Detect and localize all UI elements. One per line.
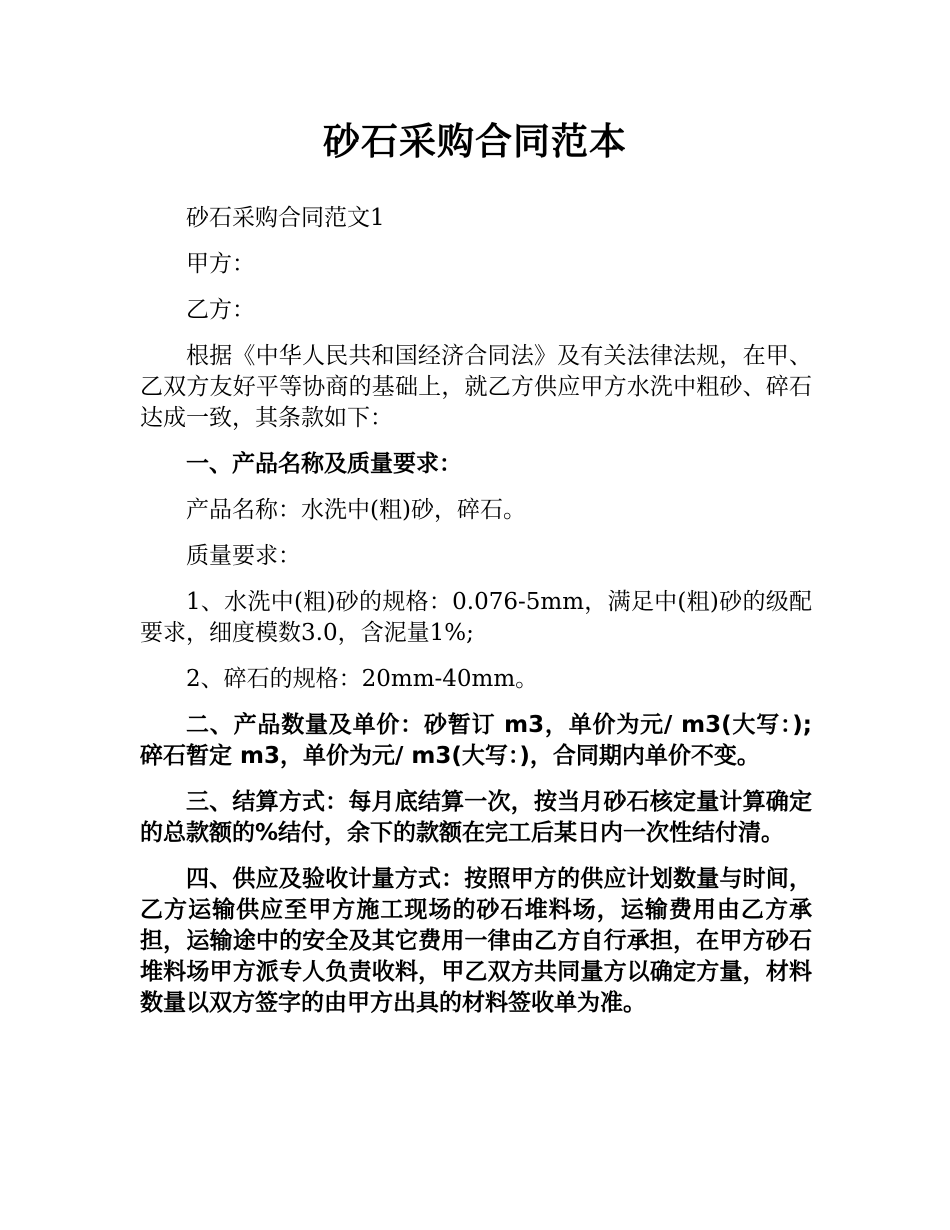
section-3-paragraph: 三、结算方式：每月底结算一次，按当月砂石核定量计算确定的总款额的%结付，余下的款额在完工后某日内一次性结付清。 [140,789,812,846]
preamble-paragraph: 根据《中华人民共和国经济合同法》及有关法律法规，在甲、乙双方友好平等协商的基础上，就乙方供应甲方水洗中粗砂、碎石达成一致，其条款如下： [140,343,812,431]
quality-label-paragraph: 质量要求： [186,543,301,569]
gravel-spec-paragraph: 2、碎石的规格：20mm-40mm。 [186,666,539,692]
product-name-paragraph: 产品名称：水洗中(粗)砂，碎石。 [186,497,526,523]
document-title: 砂石采购合同范本 [323,120,627,163]
party-b-line: 乙方： [186,297,255,323]
section-2-paragraph: 二、产品数量及单价：砂暂订 m3，单价为元/ m3(大写：);碎石暂定 m3，单价为元/ m3(大写：)，合同期内单价不变。 [140,712,812,769]
section-1-heading: 一、产品名称及质量要求： [186,451,462,477]
document-body [140,203,812,1019]
sand-spec-paragraph: 1、水洗中(粗)砂的规格：0.076-5mm，满足中(粗)砂的级配要求，细度模数3.0，含泥量1%; [140,589,812,646]
section-4-paragraph: 四、供应及验收计量方式：按照甲方的供应计划数量与时间，乙方运输供应至甲方施工现场的砂石堆料场，运输费用由乙方承担，运输途中的安全及其它费用一律由乙方自行承担，在甲方砂石堆料场甲方派专人负责收料，甲乙双方共同量方以确定方量，材料数量以双方签字的由甲方出具的材料签收单为准。 [140,866,812,1016]
subtitle-paragraph: 砂石采购合同范文1 [186,205,385,231]
party-a-line: 甲方： [186,251,255,277]
